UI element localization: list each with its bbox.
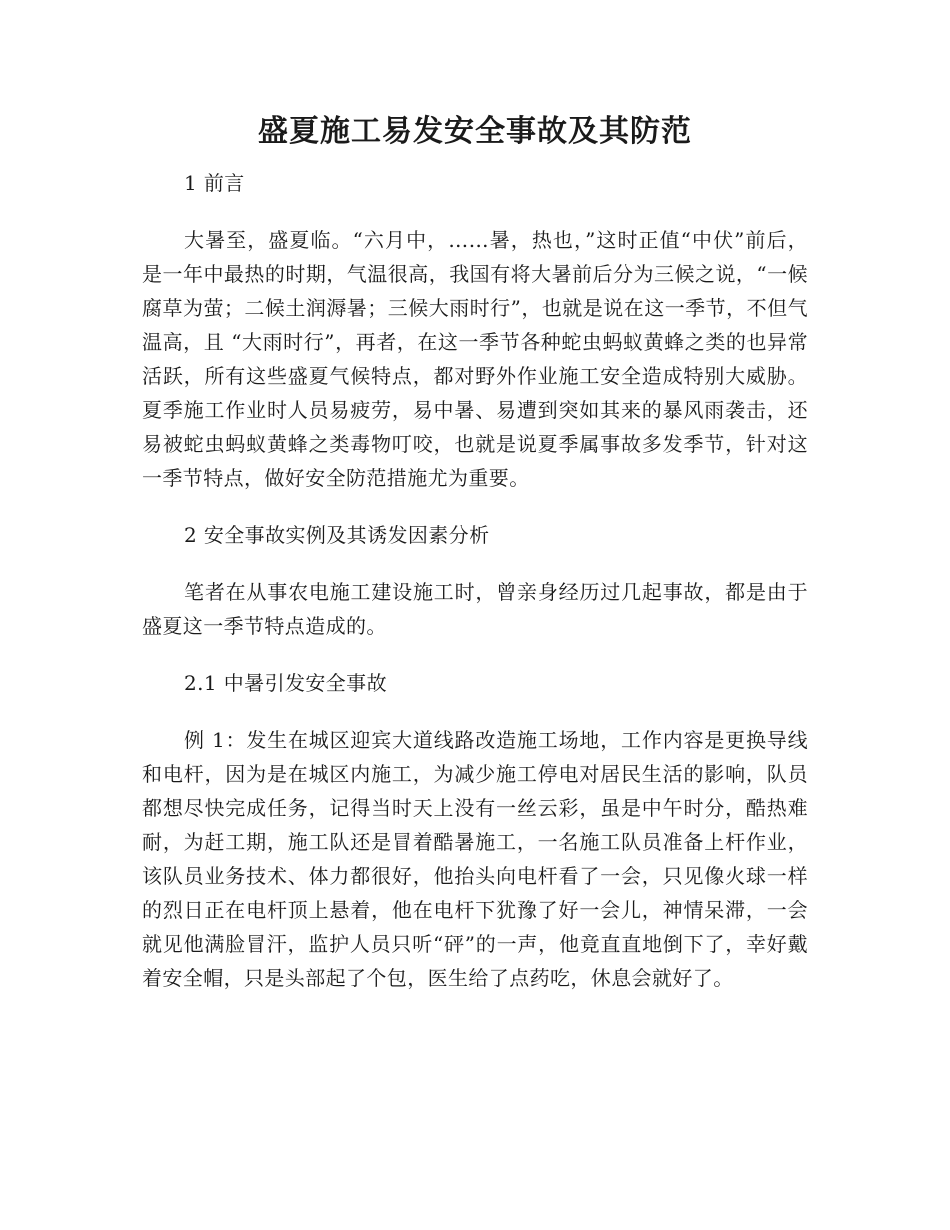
document-body: [142, 166, 808, 1018]
section-heading-intro: 1 前言: [184, 171, 245, 195]
section-heading-cases: 2 安全事故实例及其诱发因素分析: [184, 523, 490, 547]
paragraph-intro: 大暑至，盛夏临。“六月中，……暑，热也，”这时正值“中伏”前后，是一年中最热的时期，气温很高，我国有将大暑前后分为三候之说，“一候腐草为萤；二候土润溽暑；三候大雨时行”，也就是说在这一季节，不但气温高，且 “大雨时行”，再者，在这一季节各种蛇虫蚂蚁黄蜂之类的也异常活跃，所有这些盛夏气候特点，都对野外作业施工安全造成特别大威胁。夏季施工作业时人员易疲劳，易中暑、易遭到突如其来的暴风雨袭击，还易被蛇虫蚂蚁黄蜂之类毒物叮咬，也就是说夏季属事故多发季节，针对这一季节特点，做好安全防范措施尤为重要。: [142, 228, 808, 490]
paragraph-cases-intro: 笔者在从事农电施工建设施工时，曾亲身经历过几起事故，都是由于盛夏这一季节特点造成的。: [142, 580, 808, 638]
paragraph-example-1: 例 1：发生在城区迎宾大道线路改造施工场地，工作内容是更换导线和电杆，因为是在城区内施工，为减少施工停电对居民生活的影响，队员都想尽快完成任务，记得当时天上没有一丝云彩，虽是中午时分，酷热难耐，为赶工期，施工队还是冒着酷暑施工，一名施工队员准备上杆作业，该队员业务技术、体力都很好，他抬头向电杆看了一会，只见像火球一样的烈日正在电杆顶上悬着，他在电杆下犹豫了好一会儿，神情呆滞，一会就见他满脸冒汗，监护人员只听“砰”的一声，他竟直直地倒下了，幸好戴着安全帽，只是头部起了个包，医生给了点药吃，休息会就好了。: [142, 728, 808, 990]
subsection-heading-heatstroke: 2.1 中暑引发安全事故: [184, 671, 387, 695]
page-title: 盛夏施工易发安全事故及其防范: [258, 114, 692, 149]
